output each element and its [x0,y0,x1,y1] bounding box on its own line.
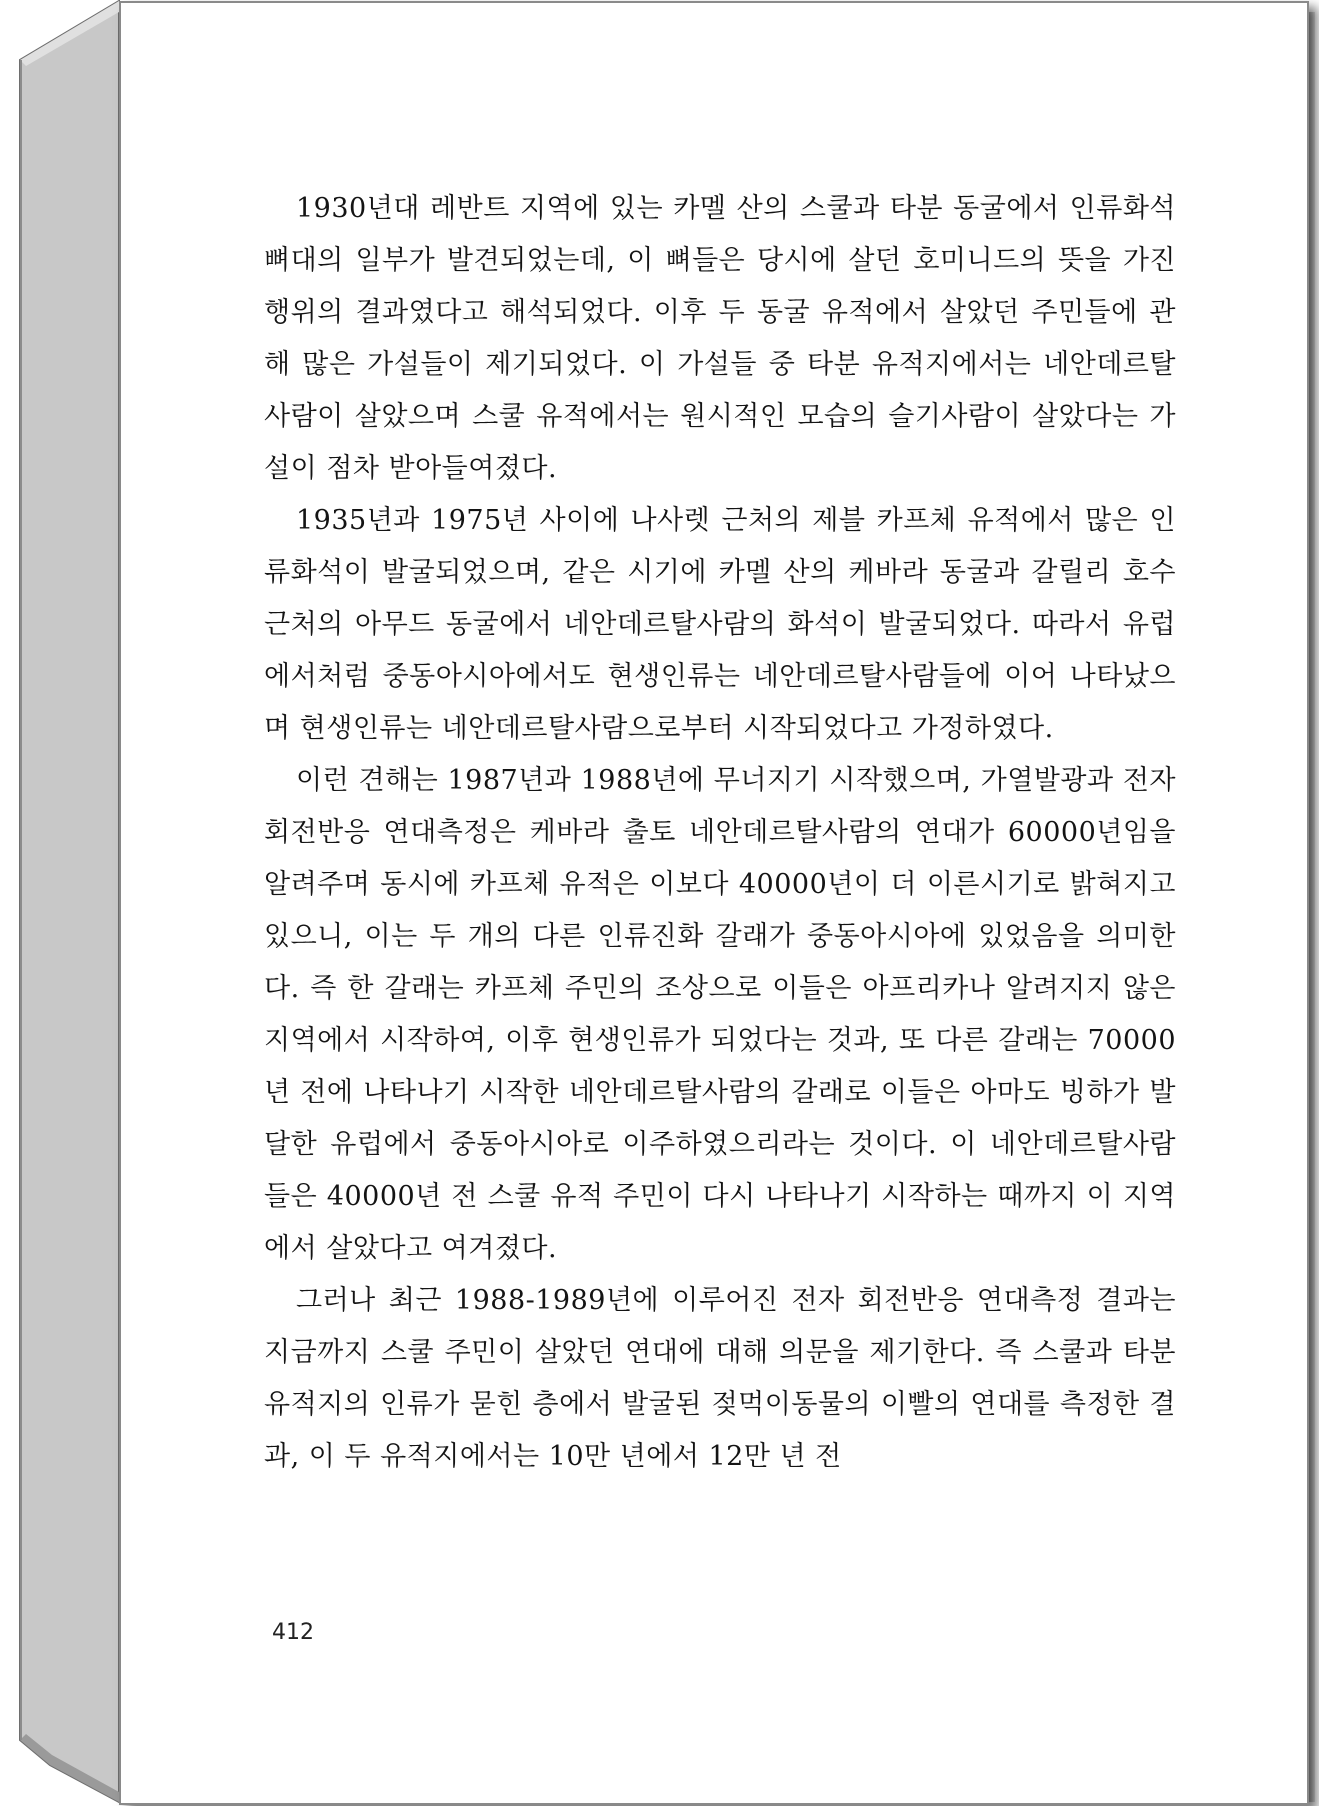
paragraph-4: 그러나 최근 1988-1989년에 이루어진 전자 회전반응 연대측정 결과는 지금까지 스쿨 주민이 살았던 연대에 대해 의문을 제기한다. 즉 스쿨과 타분 유적지의 인류가 묻힌 층에서 발굴된 젖먹이동물의 이빨의 연대를 측정한 결과, 이 두 유적지에서는 10만 년에서 12만 년 전 [264,1285,1176,1472]
paragraph-3: 이런 견해는 1987년과 1988년에 무너지기 시작했으며, 가열발광과 전자 회전반응 연대측정은 케바라 출토 네안데르탈사람의 연대가 60000년임을 알려주며 동시에 카프체 유적은 이보다 40000년이 더 이른시기로 밝혀지고 있으니, 이는 두 개의 다른 인류진화 갈래가 중동아시아에 있었음을 의미한다. 즉 한 갈래는 카프체 주민의 조상으로 이들은 아프리카나 알려지지 않은 지역에서 시작하여, 이후 현생인류가 되었다는 것과, 또 다른 갈래는 70000년 전에 나타나기 시작한 네안데르탈사람의 갈래로 이들은 아마도 빙하가 발달한 유럽에서 중동아시아로 이주하였으리라는 것이다. 이 네안데르탈사람들은 40000년 전 스쿨 유적 주민이 다시 나타나기 시작하는 때까지 이 지역에서 살았다고 여겨졌다. [264,765,1176,1264]
page-body [264,183,1176,1483]
book-spine [0,0,122,1806]
paragraph-2: 1935년과 1975년 사이에 나사렛 근처의 제블 카프체 유적에서 많은 인류화석이 발굴되었으며, 같은 시기에 카멜 산의 케바라 동굴과 갈릴리 호수 근처의 아무드 동굴에서 네안데르탈사람의 화석이 발굴되었다. 따라서 유럽에서처럼 중동아시아에서도 현생인류는 네안데르탈사람들에 이어 나타났으며 현생인류는 네안데르탈사람으로부터 시작되었다고 가정하였다. [264,505,1176,744]
paragraph-1: 1930년대 레반트 지역에 있는 카멜 산의 스쿨과 타분 동굴에서 인류화석 뼈대의 일부가 발견되었는데, 이 뼈들은 당시에 살던 호미니드의 뜻을 가진 행위의 결과였다고 해석되었다. 이후 두 동굴 유적에서 살았던 주민들에 관해 많은 가설들이 제기되었다. 이 가설들 중 타분 유적지에서는 네안데르탈사람이 살았으며 스쿨 유적에서는 원시적인 모습의 슬기사람이 살았다는 가설이 점차 받아들여졌다. [264,193,1176,484]
page-number: 412 [272,1620,314,1645]
